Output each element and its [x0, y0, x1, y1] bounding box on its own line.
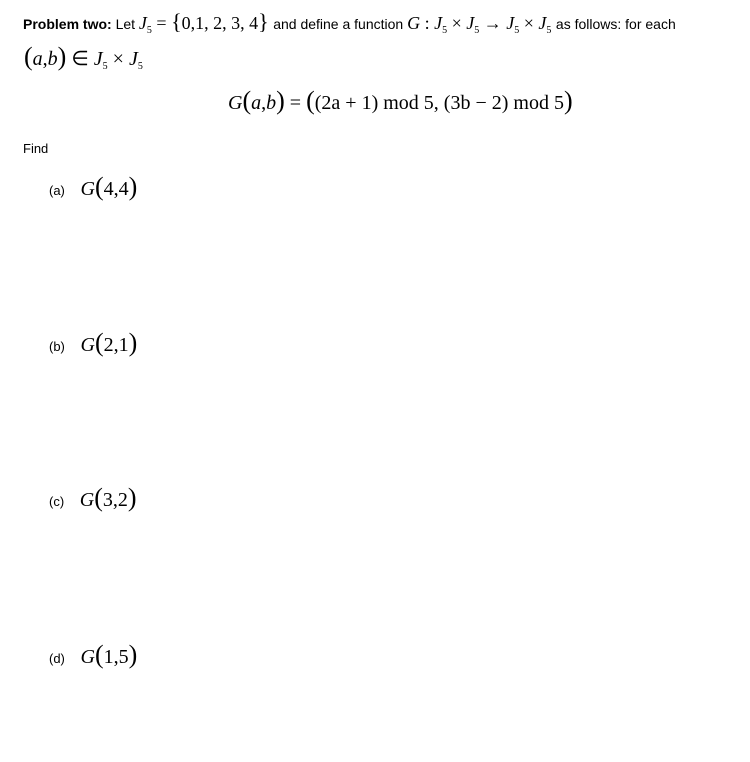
part-label: (d) [49, 651, 65, 666]
part-expression: G(2,1) [80, 328, 138, 357]
second-component: (3b − 2) mod 5 [443, 92, 564, 114]
and-define-text: and define a function [273, 16, 404, 32]
first-component: (2a + 1) mod 5 [314, 92, 434, 114]
part-expression: G(1,5) [80, 640, 138, 669]
part-label: (c) [49, 494, 65, 509]
part-label: (a) [49, 183, 65, 198]
part-label: (b) [49, 339, 65, 354]
part-b [49, 328, 138, 357]
function-definition: G(a,b) = ((2a + 1) mod 5, (3b − 2) mod 5) [228, 86, 573, 115]
problem-statement-line1 [23, 9, 676, 36]
problem-heading: Problem two: [23, 16, 112, 32]
part-a [49, 172, 138, 201]
set-definition: $J_5 = \{0,1$, 2, 3, 4} [138, 9, 269, 36]
part-expression: G(3,2) [79, 483, 137, 512]
as-follows-text: as follows: for each [555, 16, 676, 32]
function-signature: G : $J_5 \times J_5 \to J_5 \times J_5$ [407, 13, 552, 36]
set-elements: 0,1, 2, 3, 4 [181, 13, 259, 33]
for-each-pair: (a,b) ∈ $J_5 \times J_5$ [24, 42, 143, 72]
find-label: Find [23, 141, 49, 156]
part-d [49, 640, 138, 669]
let-text: Let [115, 16, 136, 32]
part-expression: G(4,4) [80, 172, 138, 201]
part-c [49, 483, 137, 512]
